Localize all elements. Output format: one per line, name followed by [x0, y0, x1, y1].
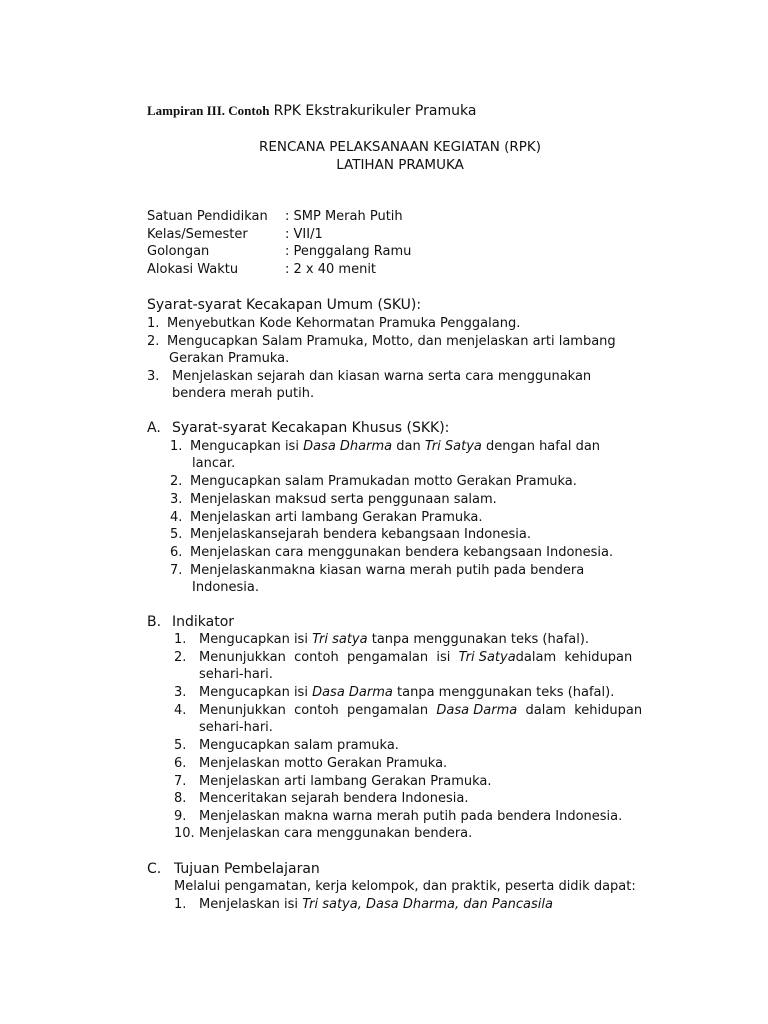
list-number: 5. — [174, 738, 187, 753]
list-number: 5. — [170, 527, 183, 542]
list-text-continuation: Gerakan Pramuka. — [169, 351, 290, 366]
section-letter: A. — [147, 420, 161, 436]
italic-term: Dasa Darma — [312, 685, 393, 700]
identity-row — [147, 209, 411, 227]
list-text: Menjelaskan makna warna merah putih pada bendera Indonesia. — [199, 809, 623, 824]
list-text: Menjelaskan arti lambang Gerakan Pramuka. — [199, 774, 492, 789]
identity-key: Alokasi Waktu — [147, 261, 239, 277]
identity-value: : SMP Merah Putih — [285, 209, 403, 224]
list-number: 1. — [147, 316, 160, 331]
text-run: Menjelaskan isi — [199, 897, 303, 912]
list-text: Menceritakan sejarah bendera Indonesia. — [199, 791, 469, 806]
list-text: Menjelaskansejarah bendera kebangsaan Indonesia. — [190, 527, 531, 542]
section-letter: C. — [147, 861, 162, 877]
list-number: 3. — [147, 369, 160, 384]
list-text: Menjelaskan motto Gerakan Pramuka. — [199, 756, 448, 771]
list-number: 1. — [170, 439, 183, 454]
identity-row — [147, 262, 411, 280]
section-title: Indikator — [172, 614, 235, 630]
text-run: Menunjukkan contoh pengamalan — [199, 703, 437, 718]
italic-term: Tri satya — [312, 632, 368, 647]
list-text — [199, 685, 614, 700]
list-text — [199, 632, 589, 647]
list-text-continuation: Indonesia. — [192, 580, 259, 595]
text-run: dalam kehidupan — [517, 703, 643, 718]
list-text — [199, 897, 553, 912]
list-number: 7. — [170, 563, 183, 578]
list-text: Menjelaskan sejarah dan kiasan warna serta cara menggunakan — [172, 369, 592, 384]
indikator-heading — [147, 614, 235, 630]
list-number: 2. — [170, 474, 183, 489]
list-number: 3. — [170, 492, 183, 507]
document-subtitle: LATIHAN PRAMUKA — [336, 157, 464, 173]
list-number: 9. — [174, 809, 187, 824]
list-text: Menjelaskan arti lambang Gerakan Pramuka. — [190, 510, 483, 525]
list-text — [190, 439, 600, 454]
list-text — [199, 703, 642, 718]
text-run: dalam kehidupan — [515, 650, 633, 665]
list-number: 4. — [170, 510, 183, 525]
text-run: Mengucapkan isi — [199, 632, 313, 647]
sku-heading: Syarat-syarat Kecakapan Umum (SKU): — [147, 297, 422, 313]
section-title: Tujuan Pembelajaran — [174, 861, 320, 877]
identity-row — [147, 227, 411, 245]
lampiran-subject: RPK Ekstrakurikuler Pramuka — [273, 103, 477, 119]
italic-term: Tri satya, Dasa Dharma, dan Pancasila — [302, 897, 553, 912]
list-number: 10. — [174, 826, 195, 841]
list-text: Mengucapkan salam pramuka. — [199, 738, 399, 753]
list-number: 1. — [174, 897, 187, 912]
list-number: 2. — [147, 334, 160, 349]
list-number: 3. — [174, 685, 187, 700]
section-letter: B. — [147, 614, 162, 630]
text-run: Menunjukkan contoh pengamalan isi — [199, 650, 459, 665]
identity-row — [147, 244, 411, 262]
italic-term: Dasa Dharma — [303, 439, 393, 454]
list-text-continuation: lancar. — [192, 456, 236, 471]
list-text-continuation: bendera merah putih. — [172, 386, 315, 401]
identity-value: : Penggalang Ramu — [285, 244, 412, 259]
lampiran-label: Lampiran III. Contoh — [147, 103, 270, 118]
text-run: dan — [392, 439, 425, 454]
tujuan-intro: Melalui pengamatan, kerja kelompok, dan praktik, peserta didik dapat: — [174, 879, 636, 894]
document-title: RENCANA PELAKSANAAN KEGIATAN (RPK) — [258, 139, 542, 155]
list-text: Mengucapkan Salam Pramuka, Motto, dan menjelaskan arti lambang — [167, 334, 616, 349]
list-number: 6. — [170, 545, 183, 560]
list-text: Menjelaskan cara menggunakan bendera. — [199, 826, 473, 841]
italic-term: Tri Satya — [458, 650, 516, 665]
identity-table — [147, 209, 411, 279]
list-number: 7. — [174, 774, 187, 789]
list-number: 6. — [174, 756, 187, 771]
text-run: tanpa menggunakan teks (hafal). — [392, 685, 615, 700]
tujuan-heading — [147, 861, 320, 877]
identity-key: Satuan Pendidikan — [147, 209, 268, 224]
list-number: 4. — [174, 703, 187, 718]
list-text: Menjelaskanmakna kiasan warna merah putih pada bendera — [190, 563, 585, 578]
list-number: 1. — [174, 632, 187, 647]
italic-term: Tri Satya — [424, 439, 482, 454]
list-text-continuation: sehari-hari. — [199, 720, 273, 735]
text-run: tanpa menggunakan teks (hafal). — [367, 632, 590, 647]
identity-value: : 2 x 40 menit — [285, 261, 377, 277]
list-text: Menjelaskan maksud serta penggunaan salam. — [190, 492, 497, 507]
list-number: 8. — [174, 791, 187, 806]
text-run: Mengucapkan isi — [190, 439, 304, 454]
list-text: Menjelaskan cara menggunakan bendera kebangsaan Indonesia. — [190, 545, 614, 560]
section-title: Syarat-syarat Kecakapan Khusus (SKK): — [172, 420, 450, 436]
identity-key: Kelas/Semester — [147, 226, 248, 242]
list-text-continuation: sehari-hari. — [199, 667, 273, 682]
italic-term: Dasa Darma — [436, 703, 518, 718]
list-text — [199, 650, 632, 665]
list-text: Menyebutkan Kode Kehormatan Pramuka Penggalang. — [167, 316, 521, 331]
skk-heading — [147, 420, 450, 436]
list-text: Mengucapkan salam Pramukadan motto Gerakan Pramuka. — [190, 474, 577, 489]
list-number: 2. — [174, 650, 187, 665]
identity-value: : VII/1 — [285, 226, 323, 242]
text-run: Mengucapkan isi — [199, 685, 313, 700]
text-run: dengan hafal dan — [481, 439, 601, 454]
lampiran-heading — [147, 103, 476, 119]
identity-key: Golongan — [147, 244, 210, 259]
